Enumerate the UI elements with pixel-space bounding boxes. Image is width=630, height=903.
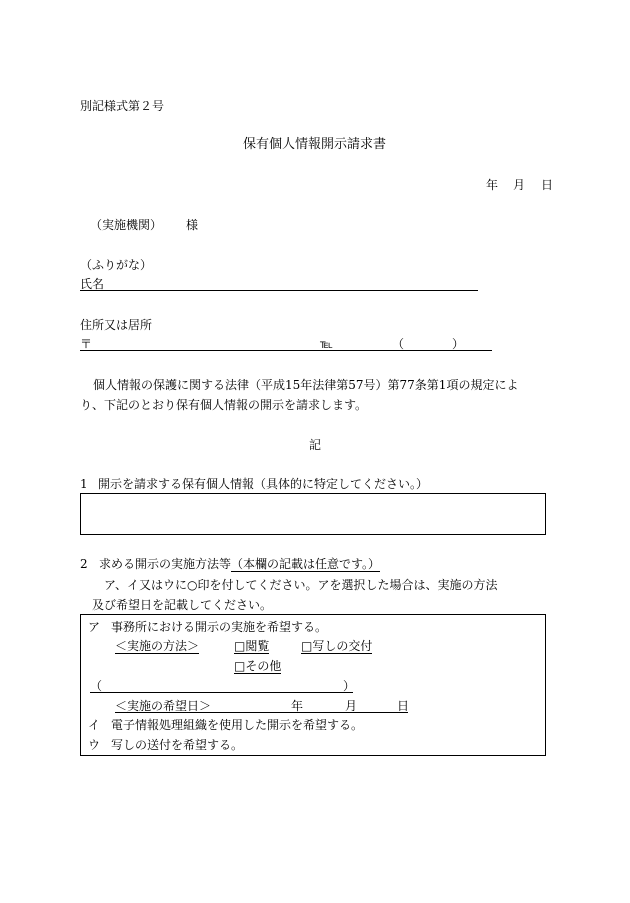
section1-number: 1 [80,477,88,491]
option-other-checkbox[interactable]: □その他 [234,659,282,673]
tel-label: ℡ [320,337,333,351]
option-copy-checkbox[interactable]: □写しの交付 [301,639,373,653]
intro-line-1: 個人情報の保護に関する法律（平成15年法律第57号）第77条第1項の規定によ [93,378,519,392]
desired-date-day: 日 [397,699,410,713]
desired-date-underline[interactable] [115,712,408,713]
option-b-mark[interactable]: イ [88,718,101,732]
other-input-line[interactable] [90,692,353,693]
name-underline [80,290,478,291]
furigana-label: （ふりがな） [80,258,153,272]
option-a-mark[interactable]: ア [88,620,101,634]
other-paren-close: ） [343,679,356,693]
form-number: 別記様式第２号 [80,99,165,113]
option-view-checkbox[interactable]: □閲覧 [234,639,270,653]
section1-input-box[interactable] [80,493,546,535]
date-month: 月 [513,178,526,192]
section2-title-note: （本欄の記載は任意です。） [231,557,381,571]
option-a-text: 事務所における開示の実施を希望する。 [111,620,328,634]
section2-number: 2 [80,557,88,571]
address-label: 住所又は居所 [80,318,153,332]
postal-mark: 〒 [80,337,93,351]
other-paren-open: （ [90,679,103,693]
desired-date-label: ＜実施の希望日＞ [115,699,212,713]
date-year: 年 [486,178,499,192]
section1-title: 開示を請求する保有個人情報（具体的に特定してください。） [98,477,429,491]
section2-options-box [80,614,546,756]
section2-instruction-1: ア、イ又はウに○印を付してください。アを選択した場合は、実施の方法 [104,578,498,592]
section2-title [99,557,380,571]
section2-instruction-2: 及び希望日を記載してください。 [92,598,273,612]
method-label: ＜実施の方法＞ [115,639,200,653]
name-label: 氏名 [80,277,105,291]
addressee-agency: （実施機関） [90,218,163,232]
addressee-honorific: 様 [186,218,199,232]
address-underline [80,350,492,351]
intro-line-2: り、下記のとおり保有個人情報の開示を請求します。 [80,398,368,412]
tel-parens: （ ） [392,337,465,351]
date-day: 日 [541,178,554,192]
option-c-mark[interactable]: ウ [88,738,101,752]
section2-title-main: 求める開示の実施方法等 [99,557,232,571]
desired-date-month: 月 [345,699,358,713]
page-title: 保有個人情報開示請求書 [243,137,387,152]
desired-date-year: 年 [291,699,304,713]
option-b-text: 電子情報処理組織を使用した開示を希望する。 [111,718,364,732]
option-c-text: 写しの送付を希望する。 [111,738,244,752]
ki-heading: 記 [309,438,322,452]
